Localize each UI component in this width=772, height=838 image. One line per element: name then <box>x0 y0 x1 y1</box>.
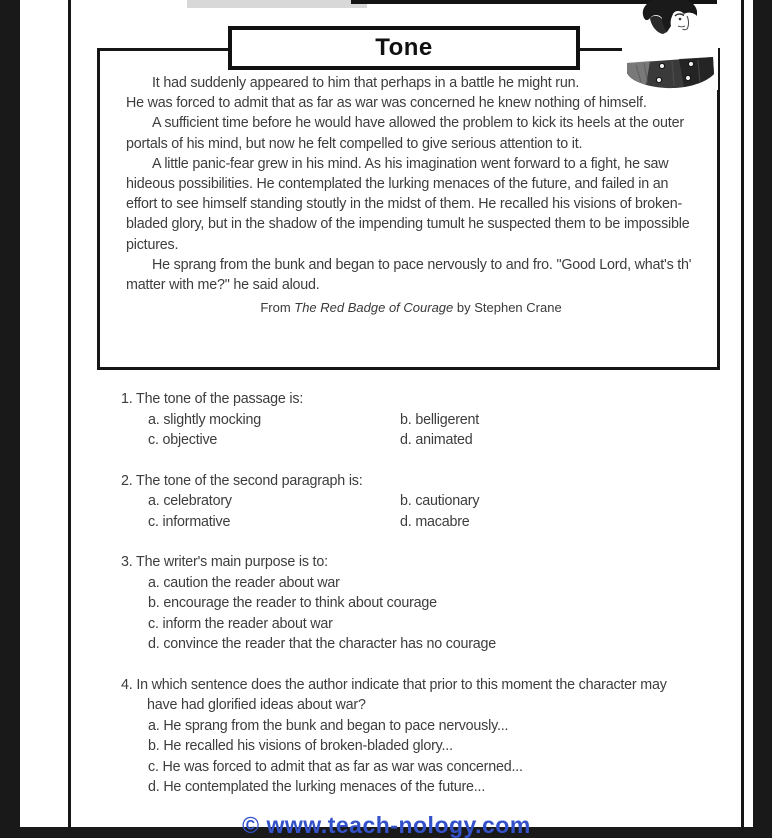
answer-option <box>148 593 696 614</box>
passage-paragraph: A little panic-fear grew in his mind. As his imagination went forward to a fight, he saw hideous possibilities. He contemplated the lurking menaces of the future, and failed in an effort to see himself standing stoutly in the midst of them. He recalled his visions of broken-bladed glory, but in the shadow of the impending tumult he suspected them to be impossible pictures. <box>126 155 690 253</box>
soldier-portrait-image <box>637 0 699 34</box>
answer-option <box>400 491 696 512</box>
question-block <box>121 675 696 798</box>
option-text: objective <box>162 432 218 448</box>
option-text: He recalled his visions of broken-bladed glory... <box>163 738 453 754</box>
option-label: b. <box>400 411 412 428</box>
question-prompt <box>121 675 696 716</box>
source-author: by Stephen Crane <box>453 300 562 316</box>
worksheet-page <box>20 0 753 827</box>
option-label: d. <box>148 779 160 795</box>
option-label: c. <box>148 615 159 632</box>
question-number: 2. <box>121 472 133 489</box>
footer-credit-link[interactable]: © www.teach-nology.com <box>242 812 531 838</box>
question-text: The tone of the passage is: <box>136 391 304 407</box>
question-text: The writer's main purpose is to: <box>136 554 328 570</box>
answer-option <box>148 512 400 533</box>
passage-box <box>97 48 720 370</box>
option-text: slightly mocking <box>163 411 262 428</box>
answer-option <box>148 410 400 431</box>
page-border-right <box>741 0 744 827</box>
option-label: b. <box>148 595 160 611</box>
answer-option <box>400 430 696 451</box>
option-label: c. <box>148 758 159 775</box>
option-label: b. <box>148 738 160 754</box>
option-text: cautionary <box>415 493 480 509</box>
option-label: d. <box>148 636 160 652</box>
option-text: macabre <box>415 513 470 530</box>
passage-text <box>126 73 696 318</box>
option-text: He contemplated the lurking menaces of the future... <box>163 779 486 795</box>
passage-source <box>126 298 696 318</box>
option-label: a. <box>148 411 160 428</box>
cutoff-header-shadow <box>187 0 367 8</box>
passage-paragraph: A sufficient time before he would have allowed the problem to kick its heels at the outer portals of his mind, but now he felt compelled to give serious attention to it. <box>126 115 684 152</box>
option-label: a. <box>148 493 160 509</box>
question-prompt <box>121 471 696 492</box>
question-number: 1. <box>121 391 133 407</box>
option-label: a. <box>148 717 160 734</box>
option-text: celebratory <box>163 493 232 509</box>
option-text: He was forced to admit that as far as war was concerned... <box>162 758 523 775</box>
option-label: a. <box>148 574 160 591</box>
option-text: belligerent <box>415 411 480 428</box>
option-label: c. <box>148 432 159 448</box>
answer-option <box>148 573 696 594</box>
question-block <box>121 552 696 655</box>
page-border-left <box>68 0 71 827</box>
answer-option <box>400 512 696 533</box>
answer-option <box>148 716 696 737</box>
question-prompt <box>121 389 696 410</box>
page-title: Tone <box>375 34 433 61</box>
answer-option <box>148 430 400 451</box>
question-block <box>121 471 696 533</box>
question-text: The tone of the second paragraph is: <box>136 472 363 489</box>
source-prefix: From <box>260 300 295 316</box>
soldier-portrait-icon <box>637 0 699 34</box>
passage-paragraph: He sprang from the bunk and began to pace nervously to and fro. "Good Lord, what's th' matter with me?" he said aloud. <box>126 256 692 294</box>
option-text: convince the reader that the character has no courage <box>163 636 497 652</box>
option-label: d. <box>400 432 412 448</box>
answer-option <box>148 634 696 655</box>
option-label: b. <box>400 493 412 509</box>
option-label: c. <box>148 513 159 530</box>
option-text: encourage the reader to think about courage <box>163 595 437 611</box>
answer-option <box>148 491 400 512</box>
uniform-collar-float <box>598 40 718 90</box>
passage-paragraph: It had suddenly appeared to him that perhaps in a battle he might run. He was forced to admit that as far as war was concerned he knew nothing of himself. <box>126 75 647 112</box>
answer-option <box>148 614 696 635</box>
option-label: d. <box>400 513 412 530</box>
option-text: informative <box>162 513 231 530</box>
question-number: 3. <box>121 554 133 570</box>
option-text: caution the reader about war <box>163 574 340 591</box>
answer-option <box>148 736 696 757</box>
answer-option <box>148 777 696 798</box>
uniform-collar-icon <box>624 56 716 90</box>
uniform-collar-image <box>622 40 718 90</box>
question-text: In which sentence does the author indicate that prior to this moment the character may have had glorified ideas about war? <box>136 676 667 713</box>
questions-section <box>121 389 696 818</box>
answer-option <box>400 410 696 431</box>
question-number: 4. <box>121 676 133 693</box>
answer-option <box>148 757 696 778</box>
option-text: He sprang from the bunk and began to pace nervously... <box>163 717 509 734</box>
source-book-title: The Red Badge of Courage <box>294 300 454 316</box>
question-block <box>121 389 696 451</box>
option-text: inform the reader about war <box>162 615 333 632</box>
option-text: animated <box>415 432 473 448</box>
title-box <box>228 26 580 70</box>
question-prompt <box>121 552 696 573</box>
